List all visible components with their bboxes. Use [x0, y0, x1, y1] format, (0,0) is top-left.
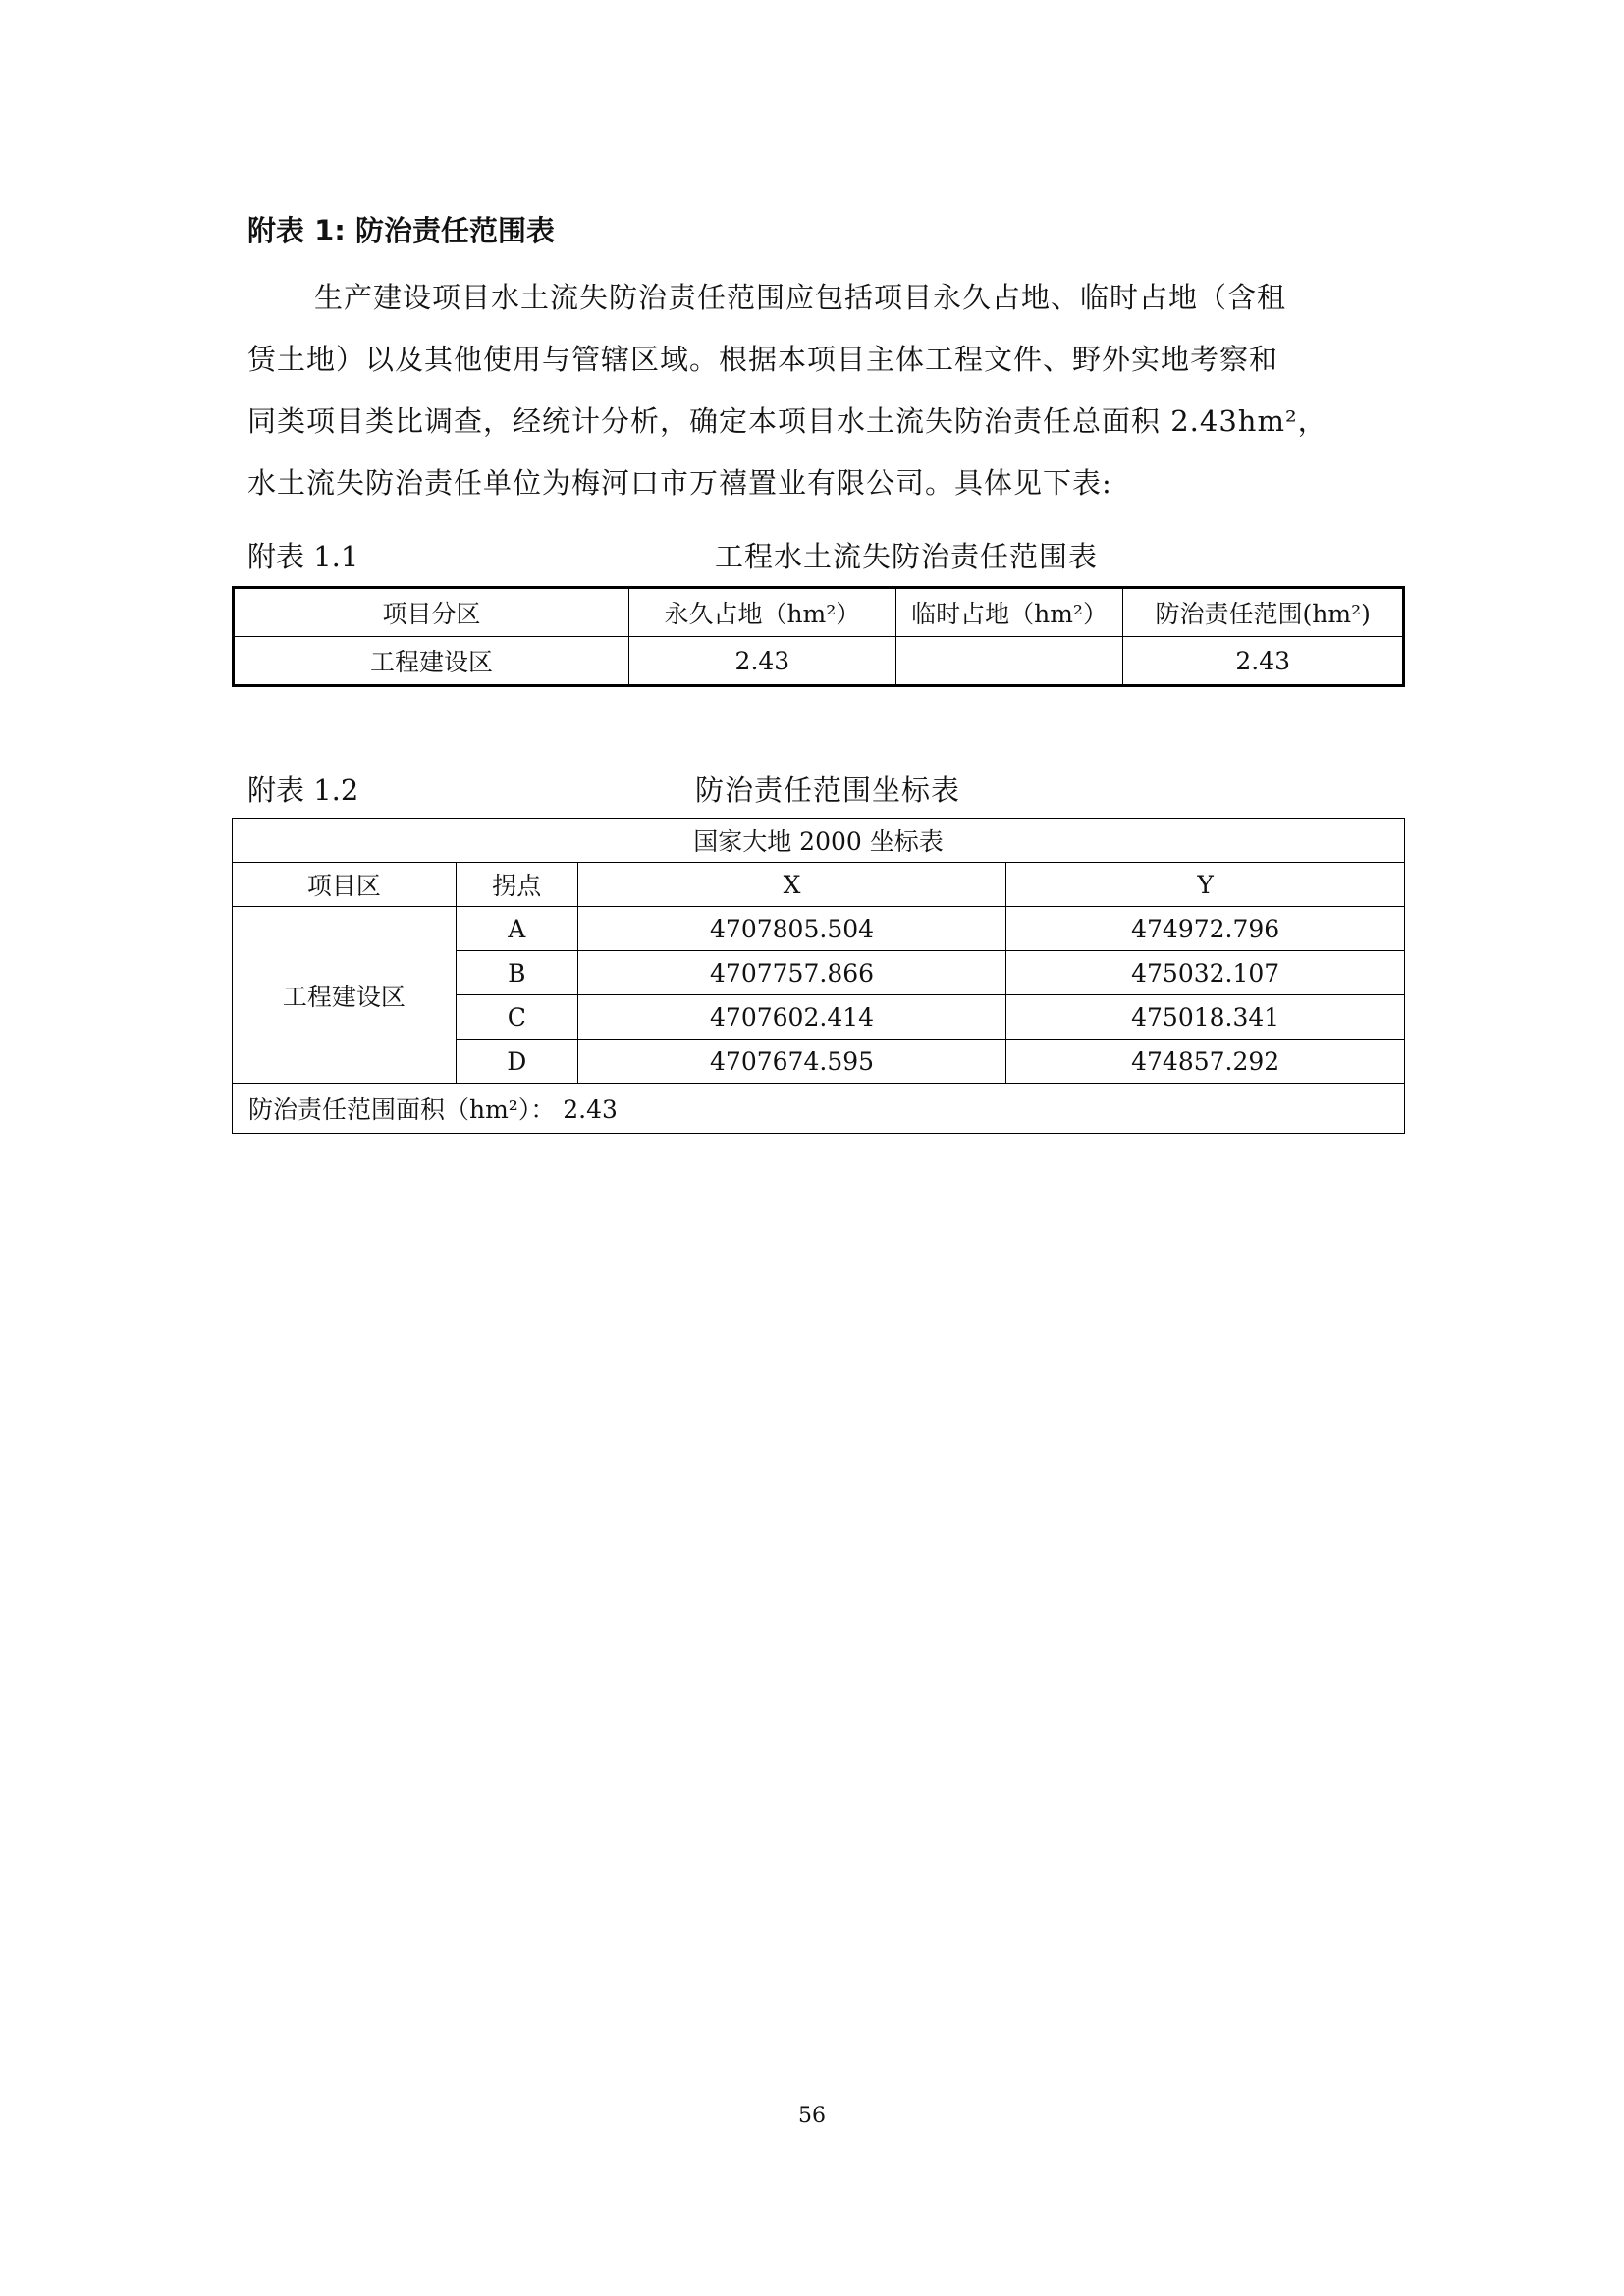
- x-cell: 4707674.595: [577, 1040, 1006, 1084]
- point-cell: B: [456, 951, 577, 995]
- paragraph-line: 生产建设项目水土流失防治责任范围应包括项目永久占地、临时占地（含租: [314, 281, 1287, 314]
- table-row: [233, 907, 1405, 951]
- area-total-cell: 防治责任范围面积（hm²）： 2.43: [233, 1084, 1405, 1134]
- header-cell: Y: [1006, 863, 1405, 907]
- table2-title: 防治责任范围坐标表: [695, 774, 961, 807]
- table-cell: 2.43: [1123, 637, 1404, 686]
- paragraph-line: 同类项目类比调查，经统计分析，确定本项目水土流失防治责任总面积 2.43hm²，: [247, 404, 1327, 438]
- table-header-row: [234, 588, 1404, 637]
- responsibility-range-table: [232, 586, 1405, 687]
- header-cell: 拐点: [456, 863, 577, 907]
- table-cell: 2.43: [629, 637, 896, 686]
- coordinate-system-title: 国家大地 2000 坐标表: [233, 819, 1405, 863]
- point-cell: C: [456, 995, 577, 1040]
- y-cell: 474857.292: [1006, 1040, 1405, 1084]
- header-cell: 永久占地（hm²）: [629, 588, 896, 637]
- y-cell: 475032.107: [1006, 951, 1405, 995]
- table1-title: 工程水土流失防治责任范围表: [715, 540, 1099, 573]
- area-cell: 工程建设区: [233, 907, 457, 1084]
- table-cell: 工程建设区: [234, 637, 629, 686]
- table2-caption: [247, 769, 1406, 808]
- x-cell: 4707757.866: [577, 951, 1006, 995]
- point-cell: A: [456, 907, 577, 951]
- x-cell: 4707602.414: [577, 995, 1006, 1040]
- table1-number: 附表 1.1: [247, 540, 359, 573]
- header-cell: 项目区: [233, 863, 457, 907]
- body-paragraph: [247, 267, 1386, 514]
- section-heading: 附表 1: 防治责任范围表: [247, 214, 555, 247]
- table-cell: [895, 637, 1123, 686]
- point-cell: D: [456, 1040, 577, 1084]
- header-cell: 防治责任范围(hm²): [1123, 588, 1404, 637]
- header-cell: X: [577, 863, 1006, 907]
- table-span-row: [233, 819, 1405, 863]
- paragraph-line: 赁土地）以及其他使用与管辖区域。根据本项目主体工程文件、野外实地考察和: [247, 343, 1279, 376]
- table2-number: 附表 1.2: [247, 774, 359, 807]
- table1-caption: [247, 535, 1406, 574]
- coordinate-table: [232, 818, 1405, 1134]
- table-footer-row: [233, 1084, 1405, 1134]
- y-cell: 475018.341: [1006, 995, 1405, 1040]
- page-number: 56: [798, 2104, 826, 2128]
- header-cell: 项目分区: [234, 588, 629, 637]
- x-cell: 4707805.504: [577, 907, 1006, 951]
- paragraph-line: 水土流失防治责任单位为梅河口市万禧置业有限公司。具体见下表:: [247, 466, 1112, 500]
- table-row: [234, 637, 1404, 686]
- table-header-row: [233, 863, 1405, 907]
- y-cell: 474972.796: [1006, 907, 1405, 951]
- header-cell: 临时占地（hm²）: [895, 588, 1123, 637]
